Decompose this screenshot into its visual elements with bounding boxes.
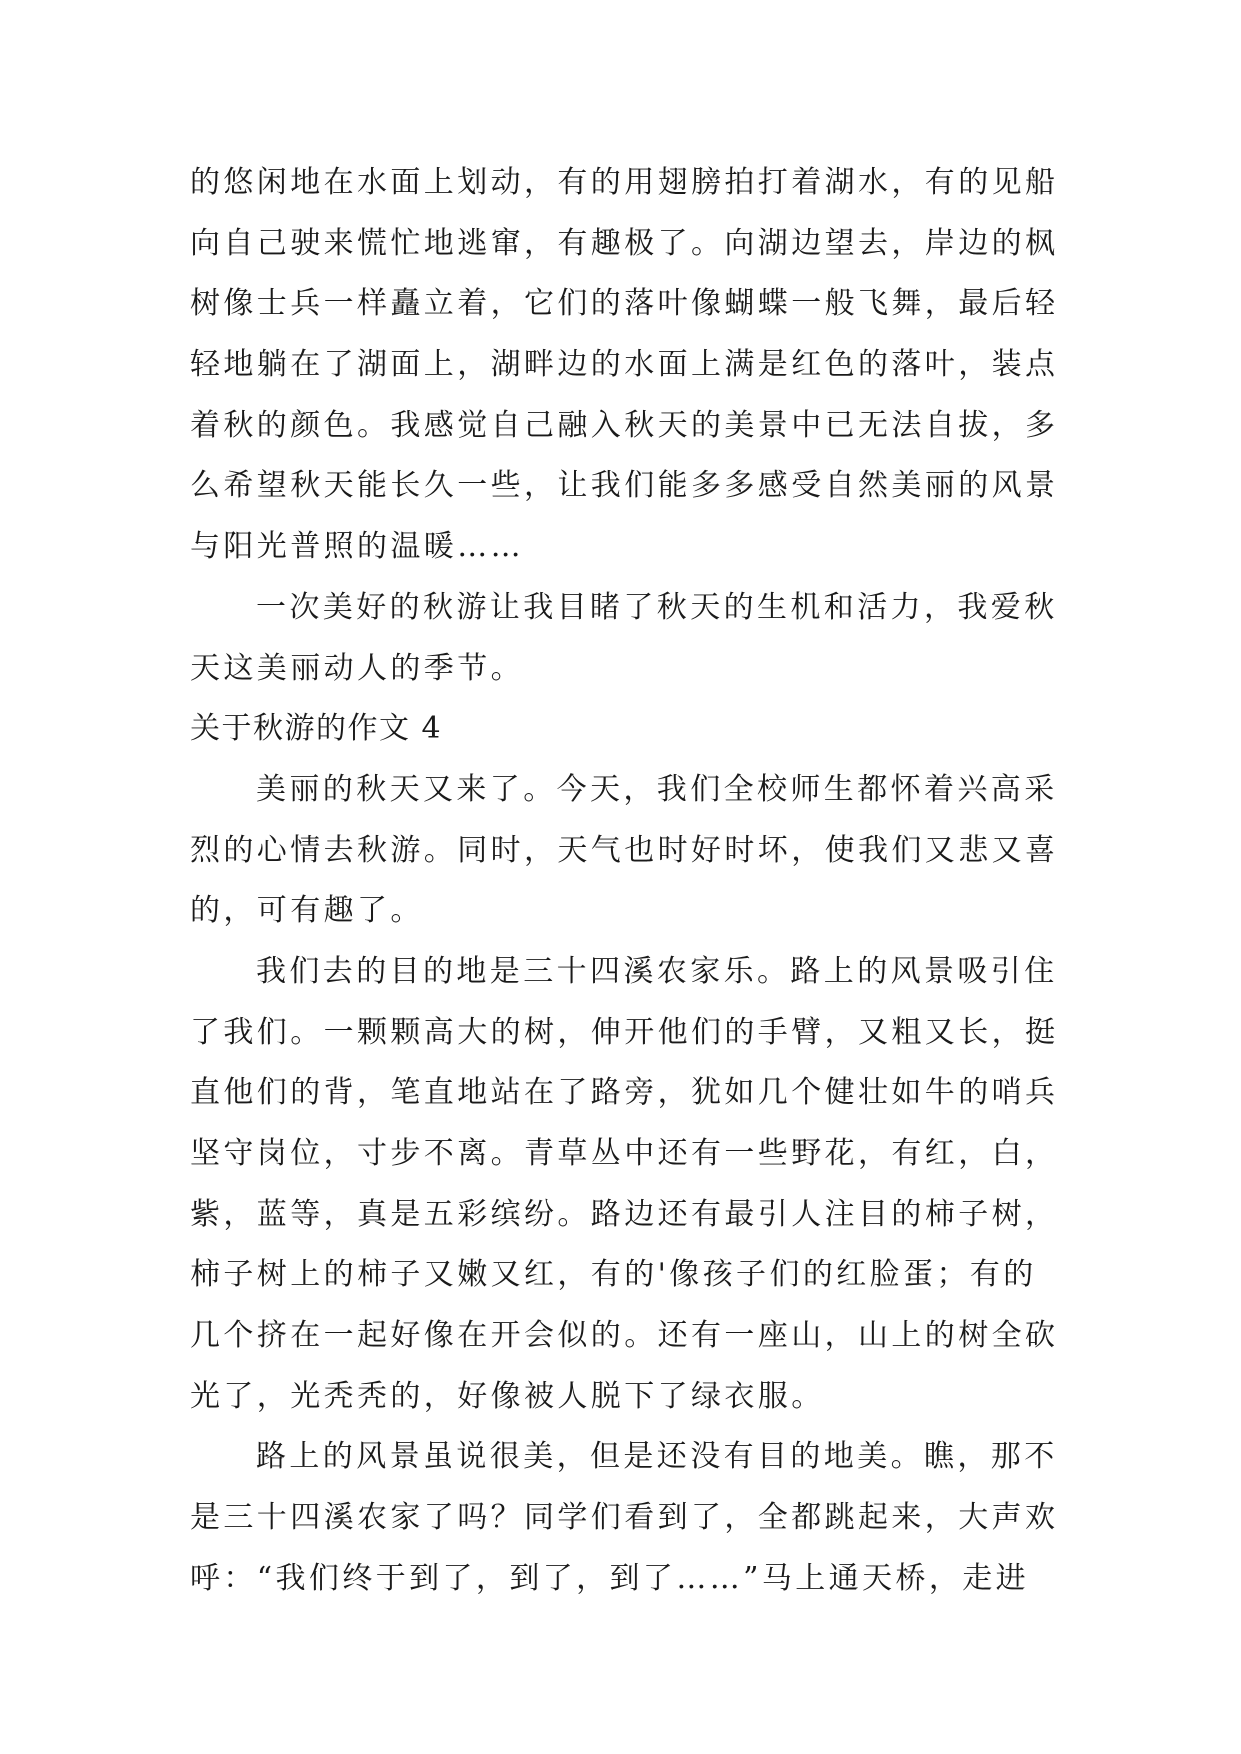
text-line: 几个挤在一起好像在开会似的。还有一座山，山上的树全砍: [190, 1318, 1059, 1354]
text-line: 呼：“我们终于到了，到了，到了……”马上通天桥，走进: [190, 1560, 1030, 1596]
text-line: 的悠闲地在水面上划动，有的用翅膀拍打着湖水，有的见船: [190, 165, 1059, 200]
section-heading: 关于秋游的作文 4: [190, 711, 443, 747]
paragraph-start-line: 路上的风景虽说很美，但是还没有目的地美。瞧，那不: [256, 1439, 1058, 1475]
text-line: 着秋的颜色。我感觉自己融入秋天的美景中已无法自拔，多: [190, 407, 1059, 443]
text-line: 了我们。一颗颗高大的树，伸开他们的手臂，又粗又长，挺: [190, 1014, 1059, 1050]
paragraph-start-line: 我们去的目的地是三十四溪农家乐。路上的风景吸引住: [256, 953, 1058, 989]
text-line: 坚守岗位，寸步不离。青草丛中还有一些野花，有红，白，: [190, 1136, 1059, 1171]
text-line: 与阳光普照的温暖……: [190, 529, 524, 565]
text-line: 是三十四溪农家了吗？同学们看到了，全都跳起来，大声欢: [190, 1500, 1059, 1536]
text-line: 的，可有趣了。: [190, 893, 424, 929]
paragraph-start-line: 一次美好的秋游让我目睹了秋天的生机和活力，我爱秋: [256, 589, 1058, 625]
text-line: 轻地躺在了湖面上，湖畔边的水面上满是红色的落叶，装点: [190, 347, 1059, 383]
document-body: [190, 153, 1059, 1610]
text-line: 直他们的背，笔直地站在了路旁，犹如几个健壮如牛的哨兵: [190, 1075, 1059, 1111]
text-line: 么希望秋天能长久一些，让我们能多多感受自然美丽的风景: [190, 468, 1059, 504]
paragraph-start-line: 美丽的秋天又来了。今天，我们全校师生都怀着兴高采: [256, 771, 1058, 807]
text-line: 天这美丽动人的季节。: [190, 650, 524, 686]
text-line: 光了，光秃秃的，好像被人脱下了绿衣服。: [190, 1378, 825, 1414]
text-line: 向自己驶来慌忙地逃窜，有趣极了。向湖边望去，岸边的枫: [190, 225, 1059, 261]
text-line: 紫，蓝等，真是五彩缤纷。路边还有最引人注目的柿子树，: [190, 1196, 1059, 1232]
text-line: 树像士兵一样矗立着，它们的落叶像蝴蝶一般飞舞，最后轻: [190, 286, 1059, 322]
text-line: 烈的心情去秋游。同时，天气也时好时坏，使我们又悲又喜: [190, 832, 1059, 868]
text-line: 柿子树上的柿子又嫩又红，有的'像孩子们的红脸蛋；有的: [190, 1257, 1037, 1293]
